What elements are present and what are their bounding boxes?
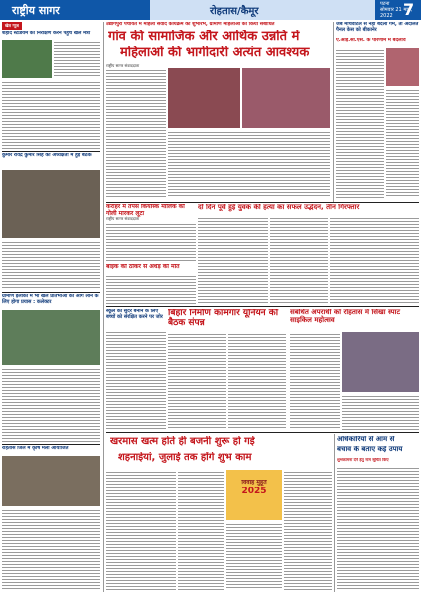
right-story-headline: जब माचवाटल से नहीं बदला गेम, तो अदालत पैनल केस को बीकानेर	[336, 22, 419, 33]
row3-right-photo	[342, 332, 419, 392]
lead-photo-1	[168, 68, 240, 128]
row3-right-body	[290, 332, 340, 430]
row3-left-body	[106, 330, 166, 430]
right-story-subhead: ए.आई.सी.एस. के परिणाम में बदलाव	[336, 38, 406, 43]
lead-headline-line1: गांव की सामाजिक और आर्थिक उन्नति में	[108, 30, 300, 44]
row4-right-headline-line2: बचाव के बताए कई उपाय	[337, 446, 403, 453]
left-story1-photo	[2, 40, 52, 78]
date-city: पटना	[380, 1, 390, 7]
left-story2-body	[2, 240, 100, 290]
sports-badge: खेल न्यूज	[2, 22, 22, 30]
row3-right-headline: संबंधित अपराधी को रोहतास में सिखा स्पाट साइकिल महोत्सव	[290, 309, 401, 324]
row4-headline-line2: शहनाईयां, जुलाई तक होंगे शुभ काम	[118, 452, 252, 463]
row4-body-col1	[106, 470, 176, 590]
divider	[106, 306, 419, 307]
row2-subheadline: बाइक की ठोकर से अधेड़ की मौत	[106, 264, 180, 270]
wedding-badge-title: विवाह मुहूर्त	[241, 480, 267, 486]
row3-left-headline: स्कूल को सुंदर बनाने के लिए बच्चों को संरक्षित करने पर जोर	[106, 309, 163, 320]
row2-byline: राष्ट्रीय सागर संवाददाता	[106, 216, 140, 221]
left-story4-photo	[2, 456, 100, 506]
divider	[106, 432, 419, 433]
left-story4-body	[2, 508, 100, 590]
location-label: रोहतास/कैमूर	[210, 6, 259, 17]
column-rule	[333, 22, 334, 202]
divider	[2, 151, 100, 152]
lead-headline-line2: महिलाओं की भागीदारी अत्यंत आवश्यक	[120, 46, 310, 60]
lead-kicker: उद्योगपुरा पंचायत में महिला संवाद कार्यक्रम का शुभारंभ, ग्रामीण महिलाओं को किया संबोधित	[106, 22, 275, 27]
left-story4-headline: रोहतास जिले में कृषि मेला आयोजित	[2, 446, 69, 451]
divider	[106, 202, 419, 203]
row3-mid-body2	[228, 332, 286, 430]
row3-mid-headline: बिहार निर्माण कामगार यूनियन की बैठक संपन्न	[168, 309, 279, 328]
lead-photo-2	[242, 68, 330, 128]
section-bar	[150, 0, 375, 20]
row2-body-col3	[330, 216, 419, 304]
left-story1-text	[54, 40, 100, 78]
row4-body-col3	[226, 522, 282, 590]
row4-right-body	[337, 466, 419, 590]
column-rule	[103, 22, 104, 592]
divider	[2, 444, 100, 445]
row4-body-col4	[284, 470, 332, 590]
row2-body-col1	[198, 216, 268, 304]
row2-sub-body	[106, 274, 196, 304]
row2-left-body	[106, 222, 196, 262]
lead-body-col2	[168, 130, 330, 198]
left-story3-photo	[2, 310, 100, 365]
row3-right-body2	[342, 394, 419, 430]
left-story3-headline: ग्रामीण इलाकों में भी खेल प्रतिभाओं को आगे लाने के लिए होगा प्रयास : कलेक्टर	[2, 294, 99, 305]
row4-headline-line1: खरमास खत्म होते ही बजनी शुरू हो गई	[110, 436, 255, 447]
left-story3-body	[2, 367, 100, 442]
row4-body-col2	[178, 470, 224, 590]
row4-right-headline-line1: अधिकारियों से आम से	[337, 436, 395, 443]
lead-body-col1	[106, 68, 166, 198]
row2-right-headline: दो दिन पूर्व हुई युवक की हत्या का सफल उद्भेदन, तीन गिरफ्तार	[198, 204, 360, 211]
date-line	[380, 1, 421, 19]
row2-left-headline: कराहर में तपस कियोस्क मालिक को गोली मारकर लूटा	[106, 204, 185, 217]
column-rule	[334, 434, 335, 592]
row3-mid-body1	[168, 332, 226, 430]
row2-body-col2	[270, 216, 328, 304]
wedding-badge-graphic	[226, 470, 282, 520]
page-number: 7	[403, 0, 415, 19]
date-text: सोमवार 21 मार्च, 2022	[380, 7, 413, 19]
wedding-badge-year: 2025	[241, 486, 267, 496]
masthead-title: राष्ट्रीय सागर	[12, 4, 60, 17]
right-story-body	[336, 48, 384, 198]
left-story1-headline: शहीद स्टेडियम का निरीक्षण करने पहुंचे खेल मंत्री	[2, 31, 91, 36]
divider	[2, 292, 100, 293]
left-story1-body	[2, 80, 100, 150]
lead-byline: राष्ट्रीय सागर संवाददाता	[106, 63, 140, 68]
right-story-photo	[386, 48, 419, 86]
left-story2-headline: कुमार रविंद्र कुमार सिंह की अध्यक्षता में हुई बैठक	[2, 153, 92, 158]
left-story2-photo	[2, 170, 100, 238]
right-story-body2	[386, 88, 419, 198]
row4-right-subhead: शुभकामना देने हेतु नाम सूचित किए	[337, 458, 389, 462]
